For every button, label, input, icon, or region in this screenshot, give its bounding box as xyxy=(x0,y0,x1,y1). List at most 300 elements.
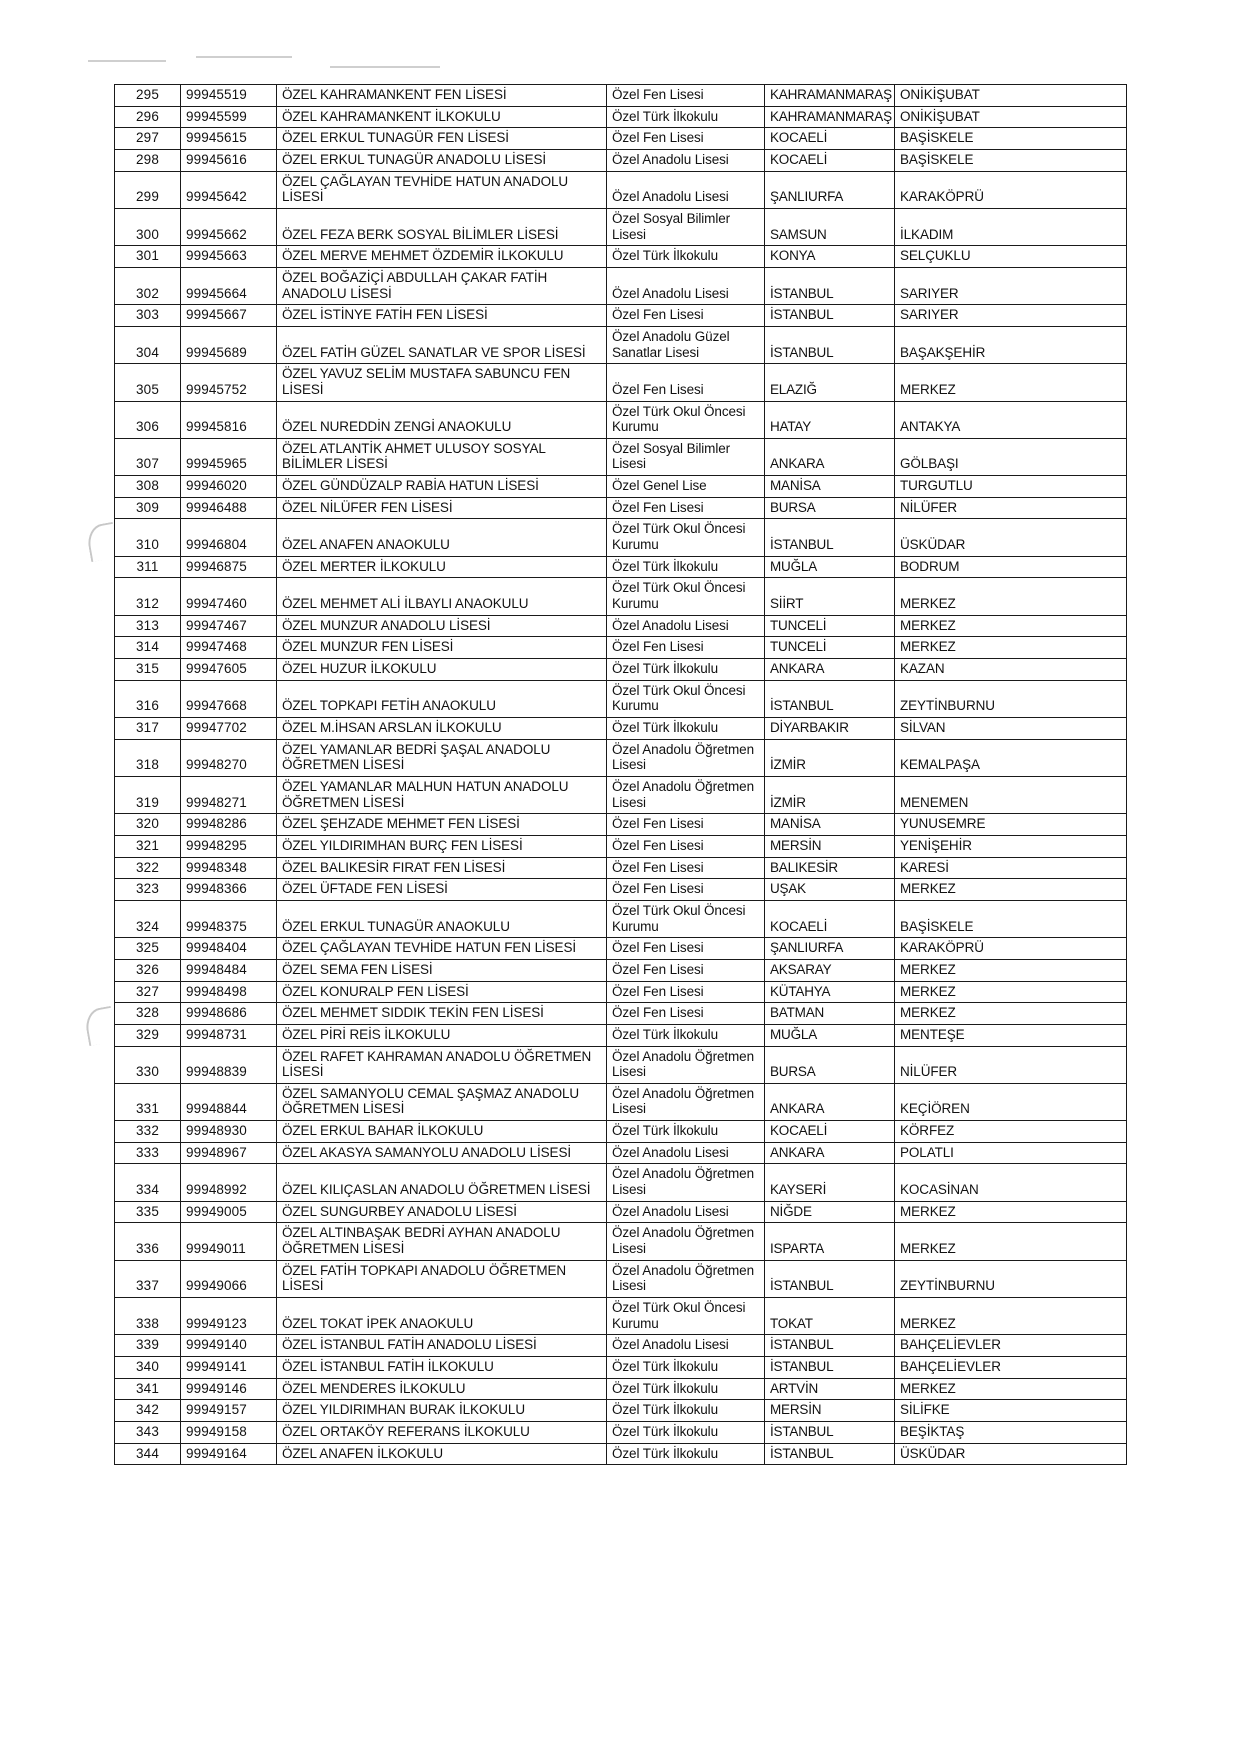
institution-name-cell: ÖZEL ANAFEN ANAOKULU xyxy=(277,519,607,556)
institution-code-cell: 99945615 xyxy=(181,128,277,150)
table-row xyxy=(115,959,1127,981)
province-cell: ŞANLIURFA xyxy=(765,171,895,208)
province-cell: UŞAK xyxy=(765,879,895,901)
province-cell: HATAY xyxy=(765,401,895,438)
institution-type-cell: Özel Türk İlkokulu xyxy=(607,1400,765,1422)
table-row xyxy=(115,364,1127,401)
province-cell: İSTANBUL xyxy=(765,1260,895,1297)
institution-code-cell: 99948375 xyxy=(181,900,277,937)
row-number-cell: 306 xyxy=(115,401,181,438)
institution-type-cell: Özel Türk İlkokulu xyxy=(607,1024,765,1046)
institution-code-cell: 99949140 xyxy=(181,1335,277,1357)
institution-name-cell: ÖZEL YILDIRIMHAN BURAK İLKOKULU xyxy=(277,1400,607,1422)
province-cell: MERSİN xyxy=(765,1400,895,1422)
district-cell: ONİKİŞUBAT xyxy=(895,106,1127,128)
institution-code-cell: 99946488 xyxy=(181,497,277,519)
institution-name-cell: ÖZEL ANAFEN İLKOKULU xyxy=(277,1443,607,1465)
row-number-cell: 311 xyxy=(115,556,181,578)
district-cell: ZEYTİNBURNU xyxy=(895,680,1127,717)
district-cell: MERKEZ xyxy=(895,1223,1127,1260)
table-row xyxy=(115,497,1127,519)
province-cell: İZMİR xyxy=(765,776,895,813)
province-cell: KOCAELİ xyxy=(765,1121,895,1143)
institution-type-cell: Özel Fen Lisesi xyxy=(607,857,765,879)
institution-code-cell: 99947605 xyxy=(181,659,277,681)
institution-code-cell: 99945616 xyxy=(181,149,277,171)
table-row xyxy=(115,1083,1127,1120)
row-number-cell: 313 xyxy=(115,615,181,637)
province-cell: BURSA xyxy=(765,497,895,519)
province-cell: KAYSERİ xyxy=(765,1164,895,1201)
institution-name-cell: ÖZEL FATİH TOPKAPI ANADOLU ÖĞRETMEN LİSESİ xyxy=(277,1260,607,1297)
institution-type-cell: Özel Fen Lisesi xyxy=(607,879,765,901)
province-cell: İSTANBUL xyxy=(765,267,895,304)
institution-name-cell: ÖZEL İSTANBUL FATİH ANADOLU LİSESİ xyxy=(277,1335,607,1357)
row-number-cell: 343 xyxy=(115,1421,181,1443)
province-cell: TUNCELİ xyxy=(765,615,895,637)
institution-code-cell: 99945662 xyxy=(181,208,277,245)
province-cell: İSTANBUL xyxy=(765,326,895,363)
institution-name-cell: ÖZEL MENDERES İLKOKULU xyxy=(277,1378,607,1400)
row-number-cell: 317 xyxy=(115,718,181,740)
district-cell: YUNUSEMRE xyxy=(895,814,1127,836)
institution-name-cell: ÖZEL BOĞAZİÇİ ABDULLAH ÇAKAR FATİH ANADOLU LİSESİ xyxy=(277,267,607,304)
institution-code-cell: 99945816 xyxy=(181,401,277,438)
table-body xyxy=(115,85,1127,1465)
table-row xyxy=(115,1003,1127,1025)
row-number-cell: 319 xyxy=(115,776,181,813)
institution-name-cell: ÖZEL HUZUR İLKOKULU xyxy=(277,659,607,681)
district-cell: MERKEZ xyxy=(895,1003,1127,1025)
institution-type-cell: Özel Türk Okul Öncesi Kurumu xyxy=(607,401,765,438)
table-row xyxy=(115,835,1127,857)
district-cell: KEÇİÖREN xyxy=(895,1083,1127,1120)
institution-name-cell: ÖZEL KAHRAMANKENT FEN LİSESİ xyxy=(277,85,607,107)
district-cell: BAŞAKŞEHİR xyxy=(895,326,1127,363)
institution-code-cell: 99948271 xyxy=(181,776,277,813)
row-number-cell: 336 xyxy=(115,1223,181,1260)
institution-code-cell: 99948348 xyxy=(181,857,277,879)
province-cell: ISPARTA xyxy=(765,1223,895,1260)
province-cell: İSTANBUL xyxy=(765,680,895,717)
province-cell: İSTANBUL xyxy=(765,1443,895,1465)
row-number-cell: 342 xyxy=(115,1400,181,1422)
table-row xyxy=(115,637,1127,659)
district-cell: BAHÇELİEVLER xyxy=(895,1357,1127,1379)
institution-code-cell: 99948844 xyxy=(181,1083,277,1120)
table-row xyxy=(115,1443,1127,1465)
institution-name-cell: ÖZEL ORTAKÖY REFERANS İLKOKULU xyxy=(277,1421,607,1443)
institution-name-cell: ÖZEL ŞEHZADE MEHMET FEN LİSESİ xyxy=(277,814,607,836)
table-row xyxy=(115,615,1127,637)
table-row xyxy=(115,879,1127,901)
institution-type-cell: Özel Anadolu Öğretmen Lisesi xyxy=(607,1046,765,1083)
table-row xyxy=(115,1335,1127,1357)
institution-name-cell: ÖZEL MEHMET SIDDIK TEKİN FEN LİSESİ xyxy=(277,1003,607,1025)
province-cell: KAHRAMANMARAŞ xyxy=(765,85,895,107)
table-row xyxy=(115,659,1127,681)
province-cell: ANKARA xyxy=(765,438,895,475)
institution-type-cell: Özel Türk İlkokulu xyxy=(607,556,765,578)
institution-code-cell: 99948839 xyxy=(181,1046,277,1083)
row-number-cell: 315 xyxy=(115,659,181,681)
district-cell: KEMALPAŞA xyxy=(895,739,1127,776)
province-cell: KAHRAMANMARAŞ xyxy=(765,106,895,128)
row-number-cell: 331 xyxy=(115,1083,181,1120)
district-cell: BODRUM xyxy=(895,556,1127,578)
institution-name-cell: ÖZEL MUNZUR ANADOLU LİSESİ xyxy=(277,615,607,637)
district-cell: ONİKİŞUBAT xyxy=(895,85,1127,107)
institution-code-cell: 99945752 xyxy=(181,364,277,401)
institution-code-cell: 99947668 xyxy=(181,680,277,717)
institution-code-cell: 99948992 xyxy=(181,1164,277,1201)
institution-code-cell: 99948484 xyxy=(181,959,277,981)
table-row xyxy=(115,1121,1127,1143)
district-cell: KARAKÖPRÜ xyxy=(895,171,1127,208)
institution-type-cell: Özel Fen Lisesi xyxy=(607,128,765,150)
district-cell: MERKEZ xyxy=(895,364,1127,401)
row-number-cell: 320 xyxy=(115,814,181,836)
institution-type-cell: Özel Türk İlkokulu xyxy=(607,106,765,128)
province-cell: KONYA xyxy=(765,246,895,268)
district-cell: SİLVAN xyxy=(895,718,1127,740)
institution-code-cell: 99946020 xyxy=(181,476,277,498)
institution-code-cell: 99949005 xyxy=(181,1201,277,1223)
table-row xyxy=(115,857,1127,879)
row-number-cell: 300 xyxy=(115,208,181,245)
province-cell: TOKAT xyxy=(765,1298,895,1335)
row-number-cell: 296 xyxy=(115,106,181,128)
province-cell: KOCAELİ xyxy=(765,128,895,150)
table-row xyxy=(115,739,1127,776)
table-row xyxy=(115,326,1127,363)
institution-code-cell: 99949123 xyxy=(181,1298,277,1335)
institution-type-cell: Özel Sosyal Bilimler Lisesi xyxy=(607,208,765,245)
province-cell: ANKARA xyxy=(765,1083,895,1120)
table-row xyxy=(115,900,1127,937)
institution-type-cell: Özel Anadolu Lisesi xyxy=(607,1142,765,1164)
institution-type-cell: Özel Türk Okul Öncesi Kurumu xyxy=(607,1298,765,1335)
district-cell: BEŞİKTAŞ xyxy=(895,1421,1127,1443)
district-cell: BAŞİSKELE xyxy=(895,900,1127,937)
row-number-cell: 295 xyxy=(115,85,181,107)
province-cell: İSTANBUL xyxy=(765,305,895,327)
institution-code-cell: 99949146 xyxy=(181,1378,277,1400)
table-row xyxy=(115,776,1127,813)
institution-name-cell: ÖZEL TOPKAPI FETİH ANAOKULU xyxy=(277,680,607,717)
table-row xyxy=(115,208,1127,245)
row-number-cell: 327 xyxy=(115,981,181,1003)
row-number-cell: 332 xyxy=(115,1121,181,1143)
district-cell: ZEYTİNBURNU xyxy=(895,1260,1127,1297)
institution-name-cell: ÖZEL ÇAĞLAYAN TEVHİDE HATUN FEN LİSESİ xyxy=(277,938,607,960)
institution-name-cell: ÖZEL FATİH GÜZEL SANATLAR VE SPOR LİSESİ xyxy=(277,326,607,363)
institution-type-cell: Özel Fen Lisesi xyxy=(607,981,765,1003)
institution-code-cell: 99949164 xyxy=(181,1443,277,1465)
institution-name-cell: ÖZEL ÜFTADE FEN LİSESİ xyxy=(277,879,607,901)
institution-type-cell: Özel Fen Lisesi xyxy=(607,364,765,401)
institution-name-cell: ÖZEL GÜNDÜZALP RABİA HATUN LİSESİ xyxy=(277,476,607,498)
institution-name-cell: ÖZEL ERKUL TUNAGÜR FEN LİSESİ xyxy=(277,128,607,150)
institution-type-cell: Özel Anadolu Lisesi xyxy=(607,171,765,208)
institution-code-cell: 99949157 xyxy=(181,1400,277,1422)
table-row xyxy=(115,438,1127,475)
institution-code-cell: 99948930 xyxy=(181,1121,277,1143)
district-cell: NİLÜFER xyxy=(895,497,1127,519)
institution-name-cell: ÖZEL KONURALP FEN LİSESİ xyxy=(277,981,607,1003)
institution-type-cell: Özel Anadolu Öğretmen Lisesi xyxy=(607,776,765,813)
district-cell: KARAKÖPRÜ xyxy=(895,938,1127,960)
scan-artifact-curl xyxy=(83,1006,117,1046)
row-number-cell: 324 xyxy=(115,900,181,937)
institution-code-cell: 99947467 xyxy=(181,615,277,637)
province-cell: MERSİN xyxy=(765,835,895,857)
institution-code-cell: 99945664 xyxy=(181,267,277,304)
row-number-cell: 344 xyxy=(115,1443,181,1465)
institution-type-cell: Özel Sosyal Bilimler Lisesi xyxy=(607,438,765,475)
table-row xyxy=(115,106,1127,128)
institution-name-cell: ÖZEL YAVUZ SELİM MUSTAFA SABUNCU FEN LİSESİ xyxy=(277,364,607,401)
table-row xyxy=(115,1046,1127,1083)
province-cell: MANİSA xyxy=(765,476,895,498)
institution-name-cell: ÖZEL PİRİ REİS İLKOKULU xyxy=(277,1024,607,1046)
institution-code-cell: 99949141 xyxy=(181,1357,277,1379)
institution-code-cell: 99948366 xyxy=(181,879,277,901)
table-row xyxy=(115,1298,1127,1335)
institution-type-cell: Özel Fen Lisesi xyxy=(607,959,765,981)
table-row xyxy=(115,1378,1127,1400)
province-cell: MUĞLA xyxy=(765,556,895,578)
row-number-cell: 326 xyxy=(115,959,181,981)
row-number-cell: 307 xyxy=(115,438,181,475)
district-cell: SARIYER xyxy=(895,267,1127,304)
institution-type-cell: Özel Anadolu Öğretmen Lisesi xyxy=(607,1223,765,1260)
table-row xyxy=(115,1357,1127,1379)
institution-name-cell: ÖZEL YILDIRIMHAN BURÇ FEN LİSESİ xyxy=(277,835,607,857)
table-row xyxy=(115,556,1127,578)
institution-code-cell: 99949066 xyxy=(181,1260,277,1297)
province-cell: TUNCELİ xyxy=(765,637,895,659)
district-cell: MENEMEN xyxy=(895,776,1127,813)
district-cell: ANTAKYA xyxy=(895,401,1127,438)
province-cell: MUĞLA xyxy=(765,1024,895,1046)
institution-code-cell: 99945689 xyxy=(181,326,277,363)
institution-type-cell: Özel Anadolu Lisesi xyxy=(607,1335,765,1357)
institution-name-cell: ÖZEL KAHRAMANKENT İLKOKULU xyxy=(277,106,607,128)
institution-type-cell: Özel Fen Lisesi xyxy=(607,814,765,836)
institution-type-cell: Özel Fen Lisesi xyxy=(607,835,765,857)
scan-artifact-line xyxy=(196,56,292,58)
institution-name-cell: ÖZEL YAMANLAR MALHUN HATUN ANADOLU ÖĞRETMEN LİSESİ xyxy=(277,776,607,813)
row-number-cell: 303 xyxy=(115,305,181,327)
institution-name-cell: ÖZEL ALTINBAŞAK BEDRİ AYHAN ANADOLU ÖĞRETMEN LİSESİ xyxy=(277,1223,607,1260)
institution-code-cell: 99947468 xyxy=(181,637,277,659)
row-number-cell: 325 xyxy=(115,938,181,960)
table-row xyxy=(115,267,1127,304)
institution-type-cell: Özel Türk İlkokulu xyxy=(607,659,765,681)
table-row xyxy=(115,680,1127,717)
district-cell: KARESİ xyxy=(895,857,1127,879)
table-row xyxy=(115,476,1127,498)
province-cell: İZMİR xyxy=(765,739,895,776)
province-cell: ELAZIĞ xyxy=(765,364,895,401)
district-cell: BAŞİSKELE xyxy=(895,149,1127,171)
row-number-cell: 328 xyxy=(115,1003,181,1025)
scan-artifact-line xyxy=(88,60,166,62)
institution-code-cell: 99948967 xyxy=(181,1142,277,1164)
institution-name-cell: ÖZEL YAMANLAR BEDRİ ŞAŞAL ANADOLU ÖĞRETMEN LİSESİ xyxy=(277,739,607,776)
province-cell: KOCAELİ xyxy=(765,149,895,171)
province-cell: BURSA xyxy=(765,1046,895,1083)
institution-name-cell: ÖZEL SUNGURBEY ANADOLU LİSESİ xyxy=(277,1201,607,1223)
province-cell: AKSARAY xyxy=(765,959,895,981)
institution-name-cell: ÖZEL ERKUL TUNAGÜR ANAOKULU xyxy=(277,900,607,937)
institution-type-cell: Özel Anadolu Öğretmen Lisesi xyxy=(607,1083,765,1120)
institution-code-cell: 99949011 xyxy=(181,1223,277,1260)
institution-name-cell: ÖZEL NİLÜFER FEN LİSESİ xyxy=(277,497,607,519)
table-row xyxy=(115,1024,1127,1046)
institution-type-cell: Özel Türk İlkokulu xyxy=(607,1357,765,1379)
district-cell: MERKEZ xyxy=(895,1378,1127,1400)
row-number-cell: 304 xyxy=(115,326,181,363)
institution-name-cell: ÖZEL M.İHSAN ARSLAN İLKOKULU xyxy=(277,718,607,740)
district-cell: MERKEZ xyxy=(895,578,1127,615)
institution-name-cell: ÖZEL SEMA FEN LİSESİ xyxy=(277,959,607,981)
institution-name-cell: ÖZEL MERVE MEHMET ÖZDEMİR İLKOKULU xyxy=(277,246,607,268)
institution-type-cell: Özel Anadolu Lisesi xyxy=(607,149,765,171)
row-number-cell: 305 xyxy=(115,364,181,401)
row-number-cell: 321 xyxy=(115,835,181,857)
institution-registry-table xyxy=(114,84,1127,1465)
district-cell: MERKEZ xyxy=(895,1201,1127,1223)
province-cell: DİYARBAKIR xyxy=(765,718,895,740)
row-number-cell: 298 xyxy=(115,149,181,171)
institution-type-cell: Özel Anadolu Öğretmen Lisesi xyxy=(607,739,765,776)
row-number-cell: 329 xyxy=(115,1024,181,1046)
institution-name-cell: ÖZEL İSTİNYE FATİH FEN LİSESİ xyxy=(277,305,607,327)
institution-code-cell: 99945642 xyxy=(181,171,277,208)
table-row xyxy=(115,1223,1127,1260)
district-cell: KAZAN xyxy=(895,659,1127,681)
row-number-cell: 339 xyxy=(115,1335,181,1357)
table-row xyxy=(115,1400,1127,1422)
table-row xyxy=(115,981,1127,1003)
institution-type-cell: Özel Türk İlkokulu xyxy=(607,1421,765,1443)
institution-name-cell: ÖZEL FEZA BERK SOSYAL BİLİMLER LİSESİ xyxy=(277,208,607,245)
row-number-cell: 337 xyxy=(115,1260,181,1297)
district-cell: MERKEZ xyxy=(895,959,1127,981)
institution-type-cell: Özel Anadolu Öğretmen Lisesi xyxy=(607,1164,765,1201)
institution-name-cell: ÖZEL ATLANTİK AHMET ULUSOY SOSYAL BİLİMLER LİSESİ xyxy=(277,438,607,475)
institution-type-cell: Özel Türk Okul Öncesi Kurumu xyxy=(607,519,765,556)
institution-type-cell: Özel Türk İlkokulu xyxy=(607,246,765,268)
row-number-cell: 318 xyxy=(115,739,181,776)
district-cell: POLATLI xyxy=(895,1142,1127,1164)
institution-name-cell: ÖZEL MUNZUR FEN LİSESİ xyxy=(277,637,607,659)
institution-code-cell: 99945519 xyxy=(181,85,277,107)
institution-type-cell: Özel Türk İlkokulu xyxy=(607,1378,765,1400)
institution-name-cell: ÖZEL MERTER İLKOKULU xyxy=(277,556,607,578)
province-cell: İSTANBUL xyxy=(765,1421,895,1443)
district-cell: KOCASİNAN xyxy=(895,1164,1127,1201)
district-cell: YENİŞEHİR xyxy=(895,835,1127,857)
institution-code-cell: 99948686 xyxy=(181,1003,277,1025)
row-number-cell: 333 xyxy=(115,1142,181,1164)
district-cell: KÖRFEZ xyxy=(895,1121,1127,1143)
institution-type-cell: Özel Genel Lise xyxy=(607,476,765,498)
table-row xyxy=(115,149,1127,171)
district-cell: TURGUTLU xyxy=(895,476,1127,498)
institution-code-cell: 99946804 xyxy=(181,519,277,556)
district-cell: SELÇUKLU xyxy=(895,246,1127,268)
province-cell: İSTANBUL xyxy=(765,1357,895,1379)
district-cell: İLKADIM xyxy=(895,208,1127,245)
institution-code-cell: 99949158 xyxy=(181,1421,277,1443)
table-row xyxy=(115,519,1127,556)
row-number-cell: 341 xyxy=(115,1378,181,1400)
province-cell: İSTANBUL xyxy=(765,519,895,556)
table-row xyxy=(115,1260,1127,1297)
institution-type-cell: Özel Türk İlkokulu xyxy=(607,1121,765,1143)
institution-code-cell: 99948286 xyxy=(181,814,277,836)
institution-code-cell: 99945599 xyxy=(181,106,277,128)
table-row xyxy=(115,718,1127,740)
row-number-cell: 309 xyxy=(115,497,181,519)
institution-type-cell: Özel Anadolu Lisesi xyxy=(607,615,765,637)
institution-name-cell: ÖZEL SAMANYOLU CEMAL ŞAŞMAZ ANADOLU ÖĞRETMEN LİSESİ xyxy=(277,1083,607,1120)
province-cell: ARTVİN xyxy=(765,1378,895,1400)
district-cell: MERKEZ xyxy=(895,615,1127,637)
institution-type-cell: Özel Türk Okul Öncesi Kurumu xyxy=(607,680,765,717)
district-cell: MERKEZ xyxy=(895,879,1127,901)
institution-code-cell: 99947702 xyxy=(181,718,277,740)
institution-type-cell: Özel Anadolu Lisesi xyxy=(607,1201,765,1223)
row-number-cell: 334 xyxy=(115,1164,181,1201)
institution-code-cell: 99948404 xyxy=(181,938,277,960)
district-cell: SİLİFKE xyxy=(895,1400,1127,1422)
table-row xyxy=(115,85,1127,107)
institution-type-cell: Özel Fen Lisesi xyxy=(607,938,765,960)
institution-type-cell: Özel Türk İlkokulu xyxy=(607,1443,765,1465)
table-row xyxy=(115,814,1127,836)
province-cell: BALIKESİR xyxy=(765,857,895,879)
row-number-cell: 314 xyxy=(115,637,181,659)
province-cell: BATMAN xyxy=(765,1003,895,1025)
table-row xyxy=(115,1142,1127,1164)
district-cell: MERKEZ xyxy=(895,1298,1127,1335)
table-row xyxy=(115,938,1127,960)
institution-type-cell: Özel Türk Okul Öncesi Kurumu xyxy=(607,900,765,937)
province-cell: SAMSUN xyxy=(765,208,895,245)
province-cell: KÜTAHYA xyxy=(765,981,895,1003)
table-row xyxy=(115,171,1127,208)
province-cell: SİİRT xyxy=(765,578,895,615)
institution-name-cell: ÖZEL ERKUL BAHAR İLKOKULU xyxy=(277,1121,607,1143)
row-number-cell: 338 xyxy=(115,1298,181,1335)
table-row xyxy=(115,1201,1127,1223)
row-number-cell: 297 xyxy=(115,128,181,150)
row-number-cell: 330 xyxy=(115,1046,181,1083)
district-cell: BAŞİSKELE xyxy=(895,128,1127,150)
row-number-cell: 308 xyxy=(115,476,181,498)
district-cell: MERKEZ xyxy=(895,637,1127,659)
district-cell: ÜSKÜDAR xyxy=(895,519,1127,556)
row-number-cell: 310 xyxy=(115,519,181,556)
table-row xyxy=(115,1164,1127,1201)
row-number-cell: 312 xyxy=(115,578,181,615)
institution-type-cell: Özel Fen Lisesi xyxy=(607,85,765,107)
province-cell: İSTANBUL xyxy=(765,1335,895,1357)
